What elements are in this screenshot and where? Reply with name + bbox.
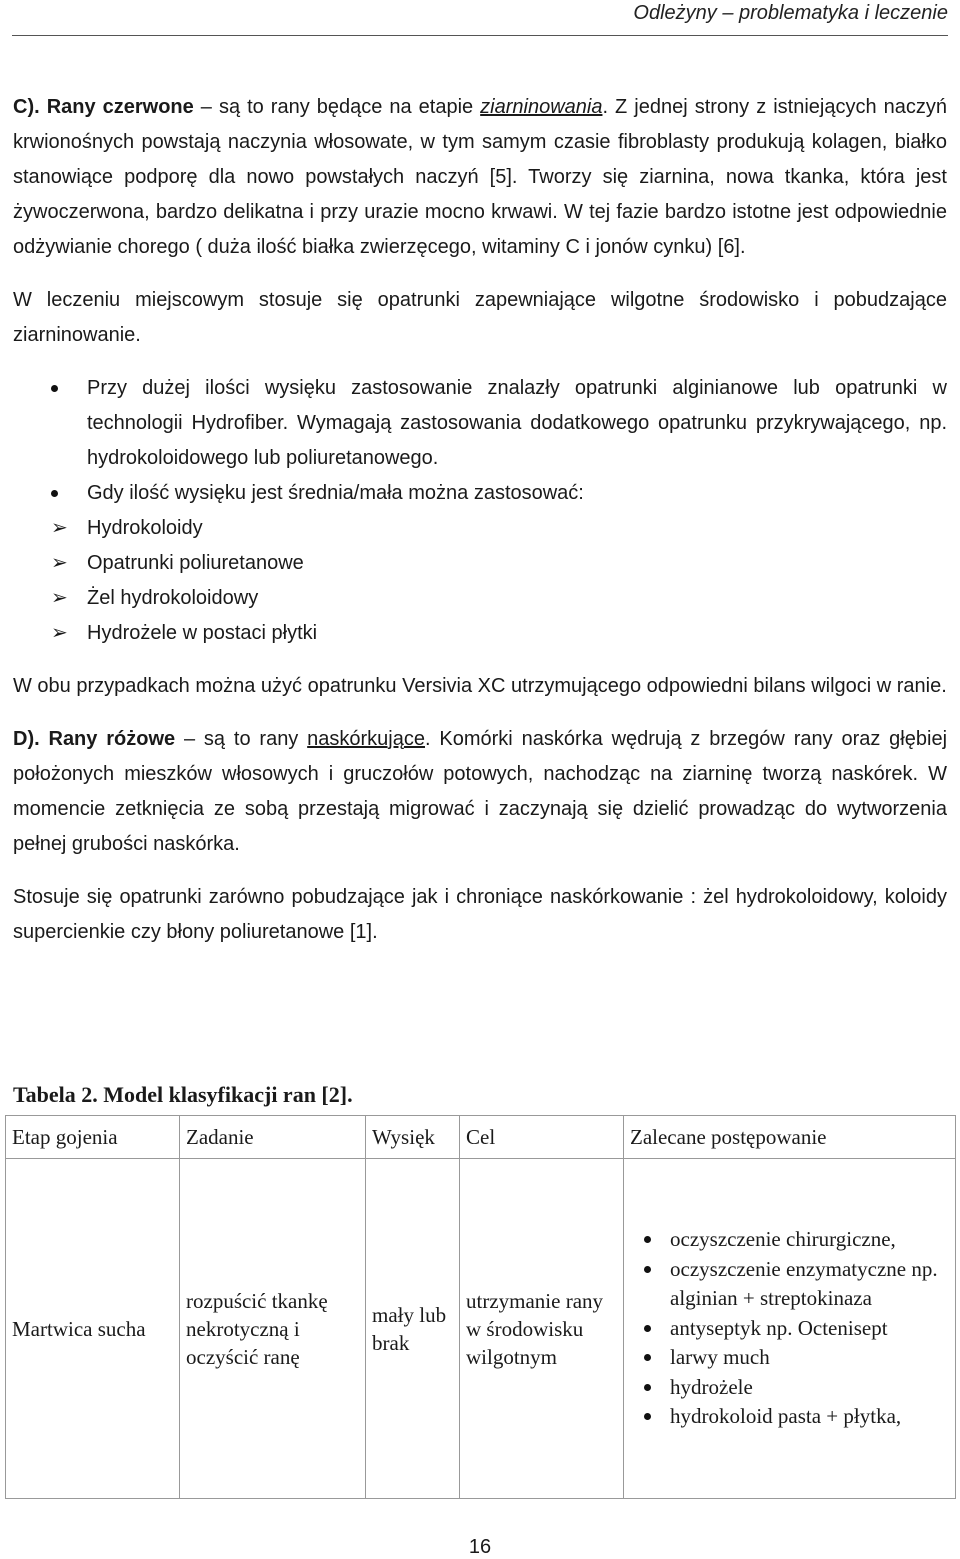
table-header-cell: Zadanie — [180, 1116, 366, 1159]
recommendation-item: antyseptyk np. Octenisept — [630, 1314, 949, 1344]
arrow-bullet-icon: ➢ — [51, 517, 68, 539]
recommendation-item: hydrożele — [630, 1373, 949, 1403]
recommendation-item: oczyszczenie chirurgiczne, — [630, 1225, 949, 1255]
table-header-cell: Etap gojenia — [6, 1116, 180, 1159]
arrow-item-text: Opatrunki poliuretanowe — [87, 552, 304, 574]
section-c-closing: W obu przypadkach można użyć opatrunku Versivia XC utrzymującego odpowiedni bilans wilgoci w ranie. — [13, 675, 947, 697]
section-c-term: ziarninowania — [480, 96, 603, 118]
bullet-text: Przy dużej ilości wysięku zastosowanie znalazły opatrunki alginianowe lub opatrunki w technologii Hydrofiber. Wymagają zastosowania dodatkowego opatrunku przykrywającego, np. hydrokoloidowego lub poliuretanowego. — [87, 377, 947, 469]
recommendation-item: larwy much — [630, 1343, 949, 1373]
table-cell-exudate: mały lub brak — [366, 1159, 460, 1499]
arrow-item-text: Hydrożele w postaci płytki — [87, 622, 318, 644]
table-header-cell: Wysięk — [366, 1116, 460, 1159]
arrow-item — [13, 581, 947, 616]
section-c-rest: . Z jednej strony z istniejących naczyń krwionośnych powstają naczynia włosowate, w tym samym czasie fibroblasty produkują kolagen, białko stanowiące podporę dla nowo powstałych naczyń [5]. Tworzy się ziarnina, nowa tkanka, która jest żywoczerwona, bardzo delikatna i przy urazie mocno krwawi. W tej fazie bardzo istotne jest odpowiednie odżywianie chorego ( duża ilość białka zwierzęcego, witaminy C i jonów cynku) [6]. — [13, 96, 947, 258]
table-cell-task: rozpuścić tkankę nekrotyczną i oczyścić ranę — [180, 1159, 366, 1499]
table-cell-stage: Martwica sucha — [6, 1159, 180, 1499]
table-header-cell: Cel — [460, 1116, 624, 1159]
bullet-text: Gdy ilość wysięku jest średnia/mała można zastosować: — [87, 482, 584, 504]
section-d-term: naskórkujące — [307, 728, 425, 750]
header-title: Odleżyny – problematyka i leczenie — [633, 2, 948, 24]
bullet-item — [13, 476, 947, 511]
section-d-label: D). Rany różowe — [13, 728, 176, 750]
bullet-icon — [51, 385, 58, 392]
recommendation-item: hydrokoloid pasta + płytka, — [630, 1402, 949, 1432]
arrow-item — [13, 546, 947, 581]
section-c-paragraph — [13, 90, 947, 265]
arrow-bullet-icon: ➢ — [51, 622, 68, 644]
section-c-lead: – są to rany będące na etapie — [193, 96, 481, 118]
page-header — [12, 0, 948, 36]
section-d-treatment: Stosuje się opatrunki zarówno pobudzające jak i chroniące naskórkowanie : żel hydrokoloidowy, koloidy supercienkie czy błony poliuretanowe [1]. — [13, 886, 947, 943]
recommendation-list — [630, 1225, 949, 1432]
bullet-icon — [51, 490, 58, 497]
arrow-bullet-icon: ➢ — [51, 587, 68, 609]
table-row — [6, 1159, 956, 1499]
bullet-item — [13, 371, 947, 476]
header-rule — [12, 35, 948, 36]
table-header-row — [6, 1116, 956, 1159]
arrow-item-text: Żel hydrokoloidowy — [87, 587, 259, 609]
section-d-lead: – są to rany — [175, 728, 308, 750]
table-header-cell: Zalecane postępowanie — [624, 1116, 956, 1159]
table-cell-recommendations — [624, 1159, 956, 1499]
section-d-rest: . Komórki naskórka wędrują z brzegów rany oraz głębiej położonych mieszków włosowych i gruczołów potowych, nachodząc na ziarninę tworzą naskórek. W momencie zetknięcia ze sobą przestają migrować i zaczynają się dzielić prowadząc do wytworzenia pełnej grubości naskórka. — [13, 728, 948, 855]
section-c-label: C). Rany czerwone — [13, 96, 194, 118]
page-number: 16 — [468, 1536, 492, 1558]
arrow-item-text: Hydrokoloidy — [87, 517, 203, 539]
section-c-treatment: W leczeniu miejscowym stosuje się opatrunki zapewniające wilgotne środowisko i pobudzające ziarninowanie. — [13, 289, 947, 346]
arrow-item — [13, 511, 947, 546]
document-body — [13, 90, 947, 950]
arrow-bullet-icon: ➢ — [51, 552, 68, 574]
recommendation-item: oczyszczenie enzymatyczne np. alginian + streptokinaza — [630, 1255, 949, 1314]
wound-classification-table — [5, 1115, 956, 1499]
table-cell-goal: utrzymanie rany w środowisku wilgotnym — [460, 1159, 624, 1499]
section-d-paragraph — [13, 722, 947, 862]
arrow-item — [13, 616, 947, 651]
table-caption: Tabela 2. Model klasyfikacji ran [2]. — [13, 1082, 353, 1107]
